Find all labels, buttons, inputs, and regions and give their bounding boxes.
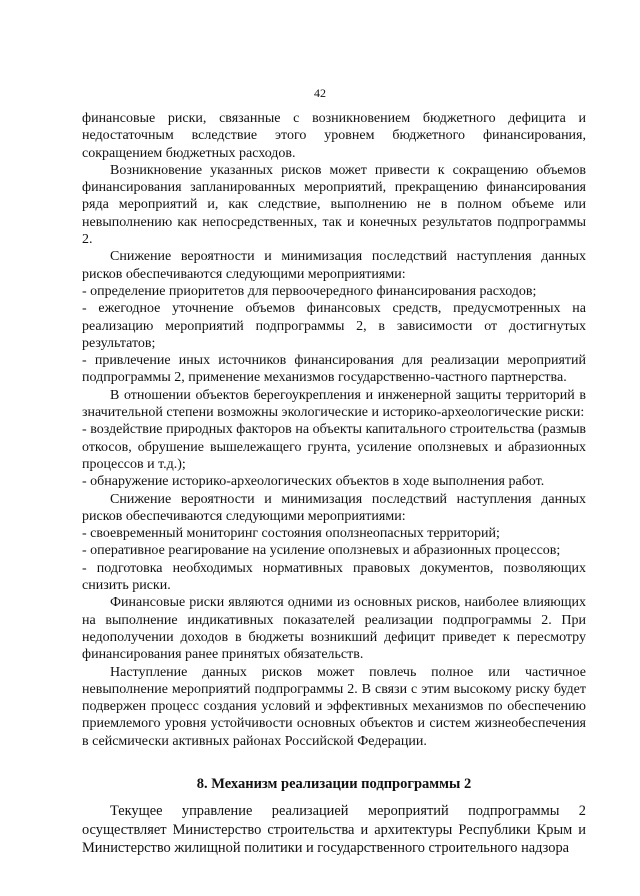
list-item: - ежегодное уточнение объемов финансовых средств, предусмотренных на реализацию мероприятий подпрограммы 2, в зависимости от достигнутых результатов;	[82, 301, 586, 351]
paragraph: Снижение вероятности и минимизация последствий наступления данных рисков обеспечиваются следующими мероприятиями:	[82, 249, 586, 282]
paragraph: Наступление данных рисков может повлечь полное или частичное невыполнение мероприятий подпрограммы 2. В связи с этим высокому риску будет подвержен процесс создания условий и эффективных механизмов по обеспечению приемлемого уровня устойчивости основных объектов и систем жизнеобеспечения в сейсмически активных районах Российской Федерации.	[82, 664, 586, 749]
paragraph: Возникновение указанных рисков может привести к сокращению объемов финансирования запланированных мероприятий, прекращению финансирования ряда мероприятий и, как следствие, выполнению не в полном объеме или невыполнению как непосредственных, так и конечных результатов подпрограммы 2.	[82, 162, 586, 248]
list-item: - воздействие природных факторов на объекты капитального строительства (размыв откосов, обрушение вышележащего грунта, усиление оползневых и абразионных процессов и т.д.);	[82, 422, 586, 472]
list-item: - привлечение иных источников финансирования для реализации мероприятий подпрограммы 2, применение механизмов государственно-частного партнерства.	[82, 353, 586, 386]
paragraph: Снижение вероятности и минимизация последствий наступления данных рисков обеспечиваются следующими мероприятиями:	[82, 491, 586, 524]
section-heading: 8. Механизм реализации подпрограммы 2	[196, 775, 472, 792]
paragraph: Текущее управление реализацией мероприятий подпрограммы 2 осуществляет Министерство строительства и архитектуры Республики Крым и Министерство жилищной политики и государственного строительного надзора	[82, 803, 586, 857]
list-item: - оперативное реагирование на усиление оползневых и абразионных процессов;	[82, 543, 561, 559]
page-body	[82, 110, 586, 858]
list-item: - обнаружение историко-археологических объектов в ходе выполнения работ.	[82, 474, 545, 490]
paragraph: Финансовые риски являются одними из основных рисков, наиболее влияющих на выполнение индикативных показателей реализации подпрограммы 2. При недополучении доходов в бюджеты возникший дефицит приведет к пересмотру финансирования ранее принятых обязательств.	[82, 595, 586, 663]
list-item: - определение приоритетов для первоочередного финансирования расходов;	[82, 283, 537, 299]
paragraph: финансовые риски, связанные с возникновением бюджетного дефицита и недостаточным вследствие этого уровнем бюджетного финансирования, сокращением бюджетных расходов.	[82, 111, 586, 161]
paragraph: В отношении объектов берегоукрепления и инженерной защиты территорий в значительной степени возможны экологические и историко-археологические риски:	[82, 387, 586, 421]
list-item: - подготовка необходимых нормативных правовых документов, позволяющих снизить риски.	[82, 560, 586, 594]
list-item: - своевременный мониторинг состояния оползнеопасных территорий;	[82, 526, 500, 542]
page-number: 42	[314, 86, 326, 100]
